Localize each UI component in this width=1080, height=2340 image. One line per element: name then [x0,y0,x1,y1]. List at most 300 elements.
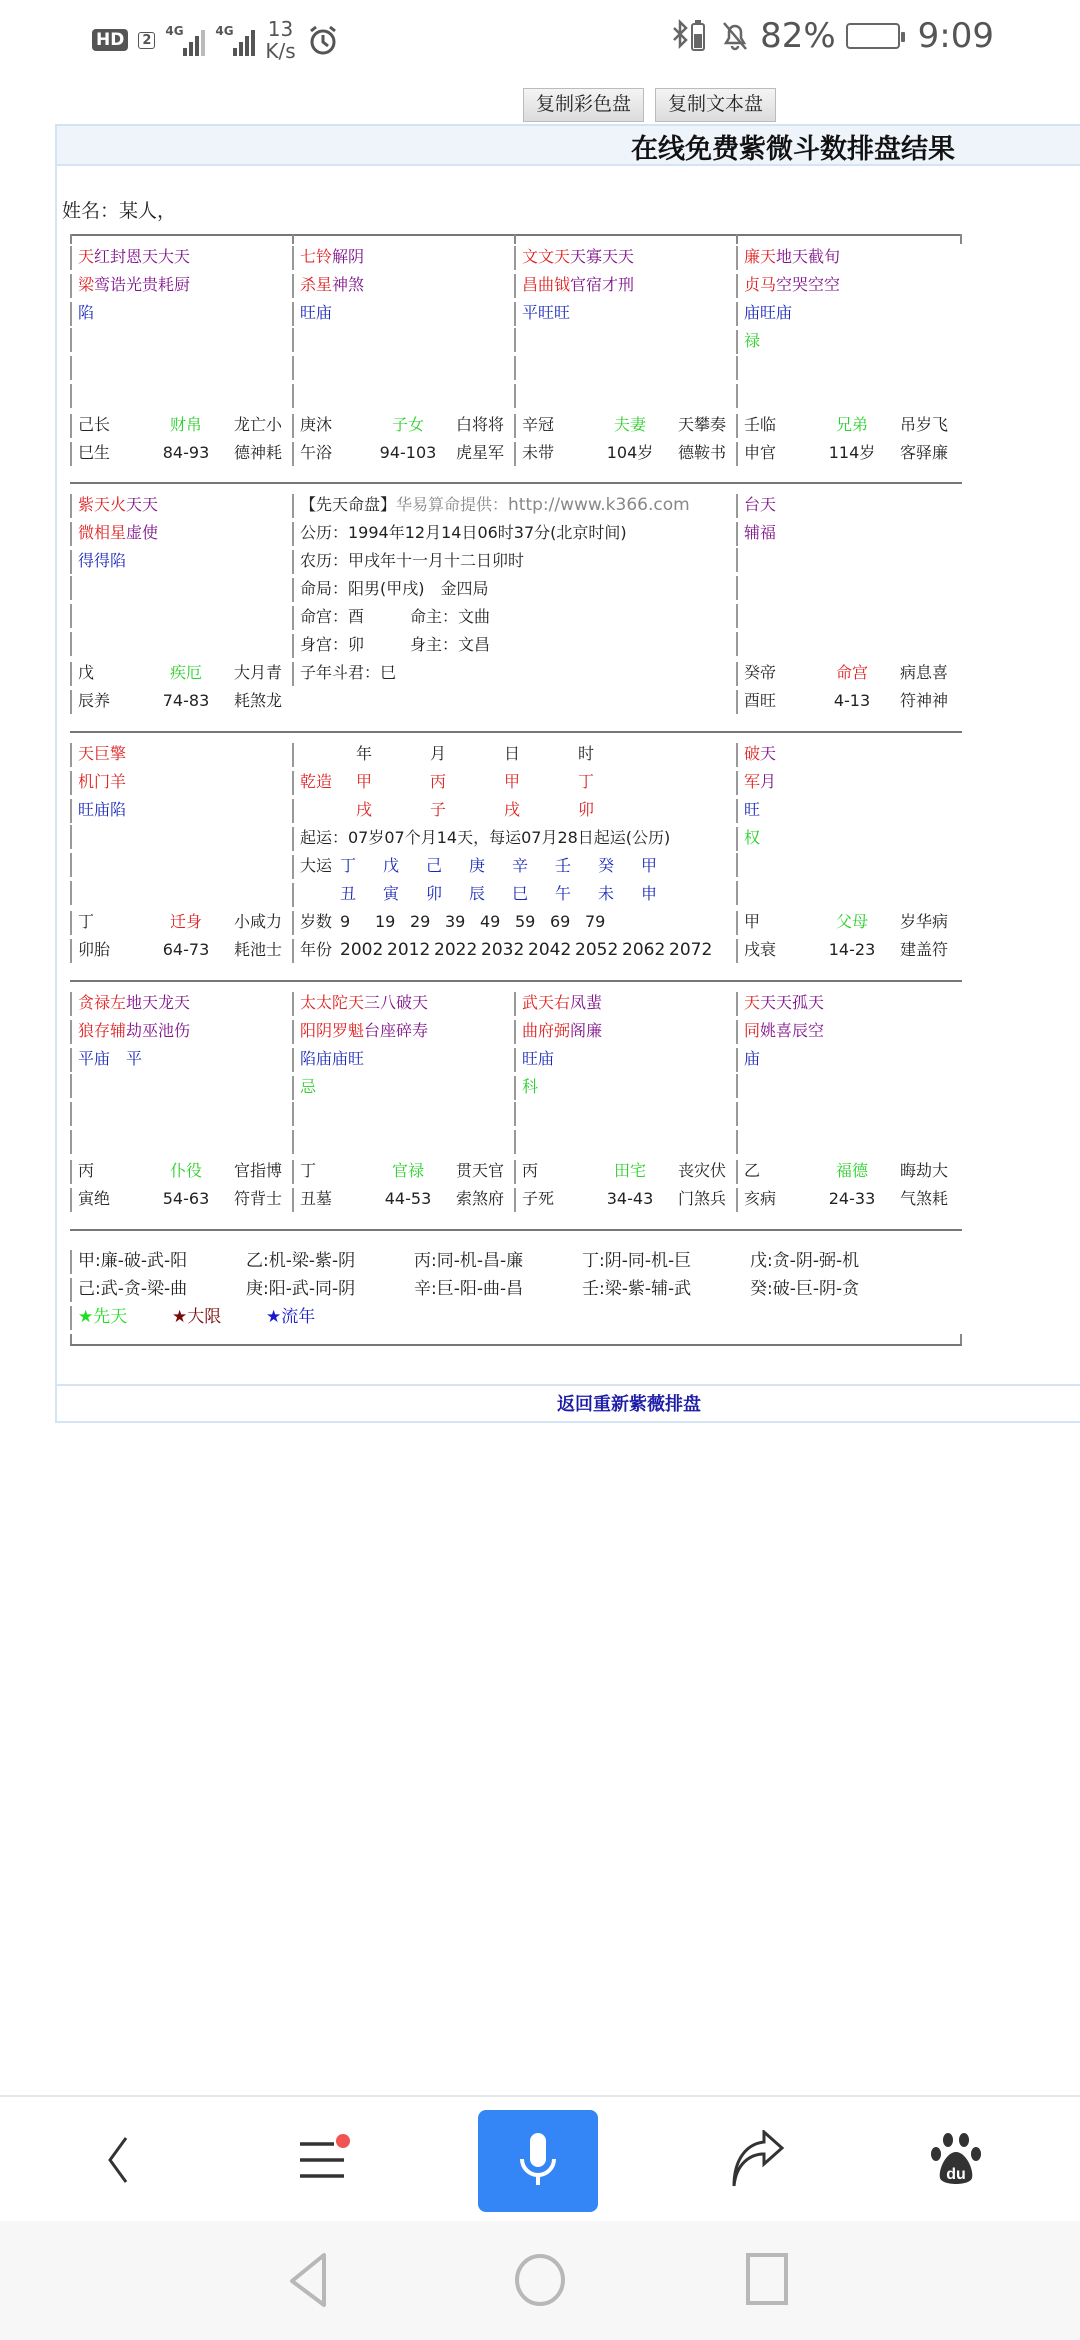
cell-border [736,576,738,600]
star-brightness: 庙 [744,1049,761,1068]
return-link[interactable]: 返回重新紫薇排盘 [557,1394,701,1415]
cell-line [736,548,962,576]
palace-gods: 耗池士 [233,940,282,959]
cell-line [736,604,962,632]
cell-line [736,1074,962,1102]
sihua-entry: 辛:巨-阳-曲-昌 [414,1279,524,1299]
svg-text:du: du [946,2166,966,2183]
cell-line [736,244,962,272]
palace-gods: 德神耗 [233,443,282,462]
cell-border [70,550,72,574]
cell-border [292,771,294,795]
cell-line [70,1302,962,1330]
star-name-top: 天天 [126,495,159,514]
pillar-branch: 戌 [356,800,373,819]
star-name-top: 红封恩天大天 [94,247,191,266]
cell-line [736,328,962,356]
shen-zhu: 身主：文昌 [410,635,491,654]
dayun-year: 2042 [528,940,572,960]
divider [70,731,962,733]
palace-branch: 丑墓 [300,1189,333,1208]
dayun-year: 2002 [340,940,384,960]
cell-line [292,937,736,965]
star-name-bottom: 同 [744,1021,761,1040]
cell-border [736,827,738,851]
cell-border [736,330,738,354]
star-name-top: 七铃 [300,247,333,266]
baidu-paw-icon [926,2130,986,2190]
cell-line [70,632,292,660]
cell-border [736,939,738,963]
cell-line [70,356,292,384]
age-label: 岁数 [300,912,333,931]
decade-range: 84-93 [162,443,210,462]
cell-line [70,1046,292,1074]
dayun-age: 49 [480,912,501,931]
cell-line [736,520,962,548]
cell-border [292,356,294,380]
star-name-top: 凤蜚 [570,993,603,1012]
cell-line [292,1186,514,1214]
star-name-top: 太太陀天 [300,993,365,1012]
network-type: 4G [215,24,234,38]
cell-border [292,1188,294,1212]
star-name-bottom: 劫巫池伤 [126,1021,191,1040]
ming-ju: 命局：阳男(甲戌) 金四局 [300,579,489,598]
palace-branch: 未带 [522,443,555,462]
cell-line [514,328,736,356]
cell-line [292,1074,514,1102]
palace-gods: 官指博 [233,1161,282,1180]
palace-gods: 小咸力 [233,912,282,931]
dayun-age: 59 [515,912,536,931]
cell-line [514,990,736,1018]
cell-border [70,246,72,270]
cell-border [292,939,294,963]
cell-border [70,632,72,656]
notification-dot [336,2134,350,2148]
cell-line [736,797,962,825]
palace-gods: 客驿廉 [899,443,948,462]
cell-line [292,440,514,468]
copy-toolbar [523,88,776,122]
share-button[interactable] [698,2097,818,2223]
palace-branch: 戌衰 [744,940,777,959]
cell-border [736,302,738,326]
cell-border [292,442,294,466]
sihua-entry: 庚:阳-武-同-阴 [246,1279,356,1299]
cell-line [70,1158,292,1186]
divider [70,234,962,236]
person-name: 姓名：某人， [62,200,177,222]
cell-line [736,272,962,300]
palace-name: 命宫 [835,663,868,682]
bazi-block [292,741,736,965]
nav-home-icon[interactable] [512,2251,568,2309]
cell-line [736,990,962,1018]
star-name-bottom: 神煞 [332,275,365,294]
status-left [92,18,340,62]
cell-line [70,272,292,300]
dayun-age: 19 [375,912,396,931]
palace-wei [514,244,736,468]
star-brightness: 平旺旺 [522,303,571,322]
sihua-entry: 丙:同-机-昌-廉 [414,1251,524,1271]
clock: 9:09 [917,16,994,56]
cell-line [736,412,962,440]
palace-name: 子女 [391,415,424,434]
palace-gods: 天攀奏 [677,415,726,434]
cell-border [514,414,516,438]
palace-branch: 卯胎 [78,940,111,959]
palace-name: 疾厄 [169,663,202,682]
cell-border [514,302,516,326]
cell-line [292,412,514,440]
palace-stem: 丁 [300,1161,317,1180]
star-name-bottom: 阁廉 [570,1021,603,1040]
cell-line [736,688,962,716]
palace-stem: 癸帝 [744,663,777,682]
sihua-entry: 壬:梁-紫-辅-武 [582,1279,692,1299]
cell-border [70,604,72,628]
star-name-bottom: 鸾诰光贵耗厨 [94,275,191,294]
cell-line [70,1130,292,1158]
cell-border [514,1188,516,1212]
cell-line [70,1186,292,1214]
nav-back-icon[interactable] [284,2251,334,2309]
cell-border [70,328,72,352]
cell-line [70,412,292,440]
ming-gong: 命宫：酉 [300,607,365,626]
cell-line [70,990,292,1018]
palace-si [70,244,292,468]
palace-branch: 午浴 [300,443,333,462]
star-name-bottom: 月 [760,772,777,791]
star-name-bottom: 梁 [78,275,95,294]
cell-border [70,576,72,600]
dayun-year: 2032 [481,940,525,960]
cell-border [514,384,516,408]
cell-border [70,494,72,518]
cell-line [736,632,962,660]
palace-yin [70,990,292,1214]
palace-gods: 虎星军 [455,443,504,462]
ziwei-chart [70,234,962,1346]
star-name-bottom: 贞马 [744,275,777,294]
cell-border [70,662,72,686]
nav-recent-icon[interactable] [742,2251,792,2309]
cell-border [70,1102,72,1126]
battery-percent: 82% [760,16,836,56]
cell-border [70,911,72,935]
cell-line [514,440,736,468]
cell-border [70,825,72,849]
cell-line [514,1018,736,1046]
palace-branch: 寅绝 [78,1189,111,1208]
pillar-stem: 丙 [430,772,447,791]
star-name-top: 天 [78,247,95,266]
cell-border [736,604,738,628]
dayun-age: 69 [550,912,571,931]
divider [70,482,962,484]
palace-stem: 丁 [78,912,95,931]
cell-line [292,853,736,881]
cell-line [736,1186,962,1214]
cell-line [70,909,292,937]
dayun-branch: 申 [641,884,658,903]
sihua-entry: 丁:阴-同-机-巨 [582,1251,692,1271]
cell-border [70,1048,72,1072]
cell-line [292,300,514,328]
palace-gods: 符神神 [899,691,948,710]
bell-off-icon [720,19,750,53]
decade-range: 114岁 [828,443,876,462]
dayun-stem: 己 [426,856,443,875]
title-bar [57,126,1080,166]
palace-chou [292,990,514,1214]
star-name-top: 紫天火 [78,495,127,514]
dou-jun: 子年斗君：巳 [300,663,397,682]
cell-line [514,1186,736,1214]
pillar-branch: 卯 [578,800,595,819]
cell-line [70,548,292,576]
palace-name: 兄弟 [835,415,868,434]
palace-gods: 符背士 [233,1189,282,1208]
cell-line [736,576,962,604]
palace-you [736,492,962,716]
cell-border [736,384,738,408]
pillar-header: 月 [430,744,447,763]
pillar-stem: 甲 [356,772,373,791]
star-name-bottom: 阳阴罗魁 [300,1021,365,1040]
dayun-stem: 戊 [383,856,400,875]
pillar-stem: 丁 [578,772,595,791]
divider [70,1229,962,1231]
cell-line [292,825,736,853]
decade-range: 74-83 [162,691,210,710]
system-nav-bar [0,2221,1080,2340]
star-brightness: 陷庙庙旺 [300,1049,365,1068]
cell-border [292,883,294,907]
star-name-bottom: 台座碎寿 [364,1021,429,1040]
cell-line [292,990,514,1018]
cell-border [70,414,72,438]
cell-line [514,356,736,384]
dayun-branch: 辰 [469,884,486,903]
star-name-top: 天寡天天 [570,247,635,266]
palace-zi [514,990,736,1214]
cell-border [736,881,738,905]
cell-border [70,274,72,298]
star-name-bottom: 虚使 [126,523,159,542]
palace-name: 财帛 [169,415,202,434]
divider [70,980,962,982]
star-name-bottom: 军 [744,772,761,791]
cell-line [70,384,292,412]
palace-branch: 巳生 [78,443,111,462]
palace-gods: 德鞍书 [677,443,726,462]
cell-line [292,741,736,769]
cell-border [736,1130,738,1154]
palace-name: 仆役 [169,1161,202,1180]
dayun-branch: 巳 [512,884,529,903]
star-name-bottom: 姚喜辰空 [760,1021,825,1040]
menu-button[interactable] [262,2097,382,2223]
cell-line [70,604,292,632]
decade-range: 4-13 [833,691,871,710]
cell-line [70,1074,292,1102]
copy-color-chart-button[interactable]: 复制彩色盘 [523,88,644,122]
palace-branch: 子死 [522,1189,555,1208]
cell-line [514,1102,736,1130]
palace-chen [70,492,292,716]
cell-border [514,356,516,380]
star-name-top: 破 [744,744,761,763]
palace-gods: 丧灾伏 [677,1161,726,1180]
page-title: 在线免费紫微斗数排盘结果 [631,134,955,165]
hd-icon: HD [92,29,128,51]
cell-line [736,853,962,881]
cell-border [292,855,294,879]
cell-border [736,1188,738,1212]
cell-border [736,1102,738,1126]
cell-border [292,414,294,438]
palace-stem: 己长 [78,415,111,434]
palace-gods: 晦劫大 [899,1161,948,1180]
palace-gods: 吊岁飞 [899,415,948,434]
star-name-bottom: 辅福 [744,523,777,542]
palace-name: 迁身 [169,912,202,931]
palace-gods: 龙亡小 [233,415,282,434]
cell-border [292,911,294,935]
pillar-header: 日 [504,744,521,763]
dayun-year: 2012 [387,940,431,960]
cell-border [514,1102,516,1126]
cell-line [514,412,736,440]
sihua-table [70,1246,962,1330]
cell-line [70,492,292,520]
cell-line [292,1158,514,1186]
cell-border [736,494,738,518]
battery-icon [846,23,900,49]
cell-border [736,1160,738,1184]
pillar-header: 时 [578,744,595,763]
star-brightness: 陷 [78,303,95,322]
star-name-bottom: 官宿才刑 [570,275,635,294]
cell-border [514,442,516,466]
palace-gods: 病息喜 [899,663,948,682]
star-name-top: 地天截旬 [776,247,841,266]
palace-gods: 耗煞龙 [233,691,282,710]
cell-line [514,1158,736,1186]
cell-border [292,799,294,823]
cell-border [292,1102,294,1126]
network-speed [265,18,295,62]
cell-border [70,1250,72,1274]
dayun-year: 2052 [575,940,619,960]
cell-line [70,1018,292,1046]
copy-text-chart-button[interactable]: 复制文本盘 [655,88,776,122]
palace-branch: 亥病 [744,1189,777,1208]
cell-line [70,328,292,356]
palace-stem: 壬临 [744,415,777,434]
cell-line [292,356,514,384]
palace-stem: 甲 [744,912,761,931]
palace-gods: 建盖符 [899,940,948,959]
cell-border [70,384,72,408]
dayun-label: 大运 [300,856,333,875]
star-brightness: 庙旺庙 [744,303,793,322]
palace-shen [736,244,962,468]
star-name-top: 地天龙天 [126,993,191,1012]
cell-border [736,1020,738,1044]
divider [70,1344,962,1346]
cell-line [736,356,962,384]
cell-border [292,1048,294,1072]
pillar-header: 年 [356,744,373,763]
dayun-stem: 丁 [340,856,357,875]
cell-border [292,246,294,270]
cell-border [292,1076,294,1100]
palace-gods: 贯天官 [455,1161,504,1180]
palace-stem: 辛冠 [522,415,555,434]
cell-line [292,769,736,797]
cell-border [292,992,294,1016]
cell-border [292,1130,294,1154]
legend-item: ★先天 [78,1307,128,1327]
solar-date: 公历：1994年12月14日06时37分(北京时间) [300,523,627,542]
cell-border [736,274,738,298]
palace-name: 父母 [835,912,868,931]
signal-icon [165,24,205,56]
cell-border [292,1160,294,1184]
cell-border [292,302,294,326]
decade-range: 54-63 [162,1189,210,1208]
decade-range: 14-23 [828,940,876,959]
voice-search-button[interactable] [478,2110,598,2212]
cell-border [70,743,72,767]
status-right [670,16,994,56]
legend-item: ★流年 [266,1307,316,1327]
palace-name: 官禄 [391,1161,424,1180]
pillar-branch: 子 [430,800,447,819]
dayun-branch: 卯 [426,884,443,903]
cell-line [292,1130,514,1158]
cell-line [70,244,292,272]
cell-line [70,937,292,965]
palace-branch: 申官 [744,443,777,462]
cell-border [70,522,72,546]
dayun-year: 2062 [622,940,666,960]
cell-border [736,799,738,823]
sihua-entry: 己:武-贪-梁-曲 [78,1279,188,1299]
year-label: 年份 [300,940,333,959]
cell-border [736,743,738,767]
dayun-stem: 癸 [598,856,615,875]
cell-border [70,1130,72,1154]
star-name-bottom: 杀星 [300,275,333,294]
speed-unit: K/s [265,39,296,63]
cell-line [736,492,962,520]
cell-line [736,769,962,797]
back-button[interactable] [58,2097,178,2223]
provider-url[interactable]: http://www.k366.com [508,495,690,515]
cell-border [514,246,516,270]
cell-line [70,660,292,688]
baidu-home-button[interactable] [896,2097,1016,2223]
palace-name: 夫妻 [613,415,646,434]
cell-line [514,384,736,412]
